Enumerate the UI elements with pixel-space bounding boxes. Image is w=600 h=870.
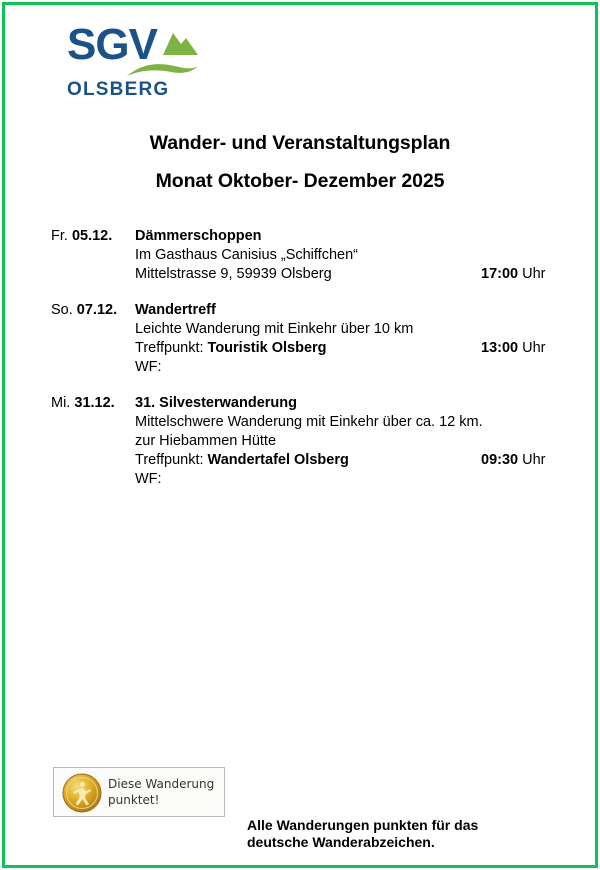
- event-detail-plain: Leichte Wanderung mit Einkehr über 10 km: [135, 321, 414, 337]
- event-detail-text: [135, 470, 162, 489]
- page-inner: [5, 5, 595, 865]
- event-time-value: 17:00: [481, 266, 519, 282]
- hiker-medal-icon: [62, 773, 102, 813]
- event-detail-text: [135, 358, 162, 377]
- event-detail-plain: Treffpunkt:: [135, 340, 208, 356]
- event-detail-row: [51, 320, 551, 339]
- event-time-value: 09:30: [481, 452, 519, 468]
- footer-note: [247, 817, 577, 851]
- badge-text: [108, 776, 220, 808]
- event-day: 05.12.: [71, 228, 113, 244]
- event-detail-row: [51, 265, 551, 284]
- event-detail-row: [51, 432, 551, 451]
- event-weekday: So.: [51, 302, 73, 318]
- event-day: 31.12.: [74, 395, 115, 411]
- event-detail-plain: Im Gasthaus Canisius „Schiffchen“: [135, 247, 358, 263]
- event-detail-text: [135, 451, 349, 470]
- event-title: Wandertreff: [135, 302, 216, 318]
- event-detail-row: [51, 246, 551, 265]
- event-date: [51, 227, 133, 246]
- event-time-unit: Uhr: [522, 340, 546, 356]
- footer-line-1: Alle Wanderungen punkten für das: [247, 817, 479, 833]
- event-time-unit: Uhr: [522, 452, 546, 468]
- event-meeting-point: Touristik Olsberg: [207, 340, 327, 356]
- event-header-row: [51, 301, 551, 320]
- event-detail-text: [135, 265, 332, 284]
- title-line-2: Monat Oktober- Dezember 2025: [155, 170, 445, 192]
- event-detail-row: [51, 413, 551, 432]
- svg-text:SGV: SGV: [67, 20, 157, 69]
- event-day: 07.12.: [76, 302, 118, 318]
- document-page: [2, 2, 598, 868]
- event-date: [51, 394, 133, 413]
- event-time-value: 13:00: [481, 340, 519, 356]
- event-header-row: [51, 394, 551, 413]
- title-line-1: Wander- und Veranstaltungsplan: [149, 132, 451, 154]
- logo-svg: [67, 17, 227, 99]
- event-detail-text: [135, 246, 358, 265]
- event-detail-row: [51, 451, 551, 470]
- event-detail-text: [135, 320, 413, 339]
- event-weekday: Mi.: [51, 395, 71, 411]
- wandern-punktet-badge: [53, 767, 225, 817]
- event-detail-text: [135, 413, 483, 432]
- footer-line-2: deutsche Wanderabzeichen.: [247, 834, 435, 850]
- event-weekday: Fr.: [51, 228, 68, 244]
- event-meeting-point: Wandertafel Olsberg: [207, 452, 349, 468]
- event-detail-plain: zur Hiebammen Hütte: [135, 433, 277, 449]
- event-time: [481, 265, 546, 284]
- event-date: [51, 301, 133, 320]
- event-detail-text: [135, 432, 276, 451]
- event-header-row: [51, 227, 551, 246]
- badge-line-2: punktet!: [108, 793, 160, 807]
- event-entry: [51, 227, 551, 284]
- event-title: 31. Silvesterwanderung: [135, 395, 297, 411]
- event-detail-plain: Mittelschwere Wanderung mit Einkehr über ca. 12 km.: [135, 414, 483, 430]
- event-detail-text: [135, 339, 327, 358]
- event-title: Dämmerschoppen: [135, 228, 262, 244]
- event-list: [51, 227, 551, 506]
- sgv-olsberg-logo: [67, 17, 227, 99]
- event-detail-plain: Mittelstrasse 9, 59939 Olsberg: [135, 266, 332, 282]
- page-title: [5, 130, 595, 194]
- svg-text:OLSBERG: OLSBERG: [67, 79, 170, 99]
- event-detail-plain: WF:: [135, 471, 162, 487]
- event-entry: [51, 394, 551, 489]
- badge-line-1: Diese Wanderung: [108, 777, 215, 791]
- event-detail-row: [51, 358, 551, 377]
- event-time-unit: Uhr: [522, 266, 546, 282]
- event-detail-row: [51, 470, 551, 489]
- event-entry: [51, 301, 551, 377]
- event-time: [481, 451, 546, 470]
- event-time: [481, 339, 546, 358]
- event-detail-plain: Treffpunkt:: [135, 452, 208, 468]
- event-detail-plain: WF:: [135, 359, 162, 375]
- event-detail-row: [51, 339, 551, 358]
